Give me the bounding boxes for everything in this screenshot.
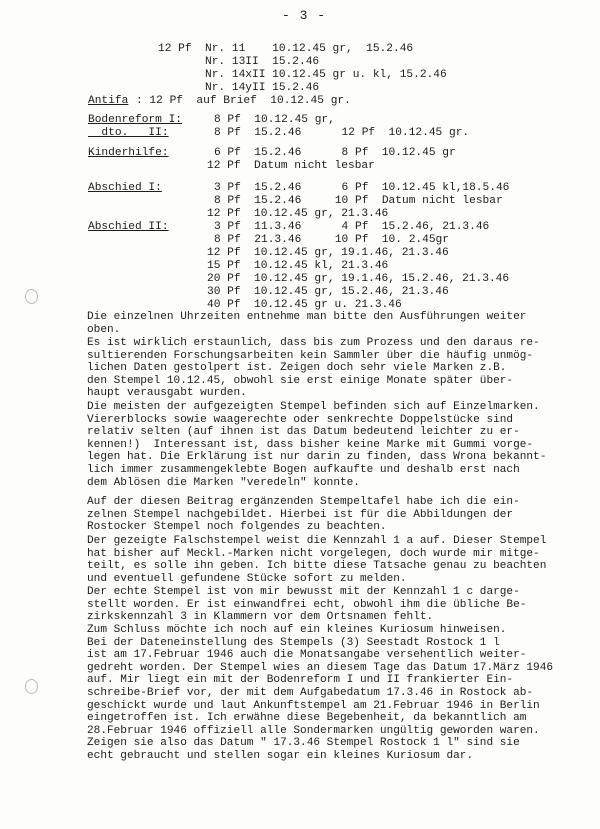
punch-hole <box>25 679 38 694</box>
table-row-text: 12 Pf Datum nicht lesbar <box>207 160 375 172</box>
table-row-text: 12 Pf Nr. 11 10.12.45 gr, 15.2.46 <box>158 43 414 55</box>
table-row-text: : 12 Pf auf Brief 10.12.45 gr. <box>136 95 351 107</box>
paragraph: Die meisten der aufgezeigten Stempel befinden sich auf Einzelmarken. Viererblocks sowie waagerechte oder senkrechte Doppelstücke sind relativ selten (auf ihnen ist das Datum bedeutend leichter zu er- kennen!) Interessant ist, dass bisher keine Marke mit Gummi vorge- legen hat. Die Erklärung ist nur darin zu finden, dass Wrona bekannt- lich immer zusammengeklebte Bogen aufkaufte und deshalb erst nach dem Ablösen die Marken "veredeln" konnte. <box>87 401 547 489</box>
table-row-text: 8 Pf 15.2.46 12 Pf 10.12.45 gr. <box>214 127 470 139</box>
table-row-label: Abschied II: <box>88 221 169 233</box>
table-row-text: 3 Pf 11.3.46 4 Pf 15.2.46, 21.3.46 <box>214 221 490 233</box>
table-row-text: 8 Pf 10.12.45 gr, <box>214 114 335 126</box>
page-number: - 3 - <box>282 8 327 23</box>
paragraph: Der gezeigte Falschstempel weist die Kennzahl 1 a auf. Dieser Stempel hat bisher auf Meckl.-Marken nicht vorgelegen, doch wurde mir mitge- teilt, es solle ihn geben. Ich bitte diese Tatsache genau zu beachten und eventuell gefundene Stücke sofort zu melden. <box>87 535 547 585</box>
table-row-text: 20 Pf 10.12.45 gr, 19.1.46, 15.2.46, 21.3.46 <box>207 273 510 285</box>
table-row-text: Nr. 13II 15.2.46 <box>158 56 320 68</box>
paragraph: Zum Schluss möchte ich noch auf ein kleines Kuriosum hinweisen. Bei der Dateneinstellung des Stempels (3) Seestadt Rostock 1 l ist am 17.Februar 1946 auch die Monatsangabe versehentlich weiter- gedreht worden. Der Stempel wies an diesem Tage das Datum 17.März 1946 auf. Mir liegt ein mit der Bodenreform I und II frankierter Ein- schreibe-Brief vor, der mit dem Aufgabedatum 17.3.46 in Rostock ab- geschickt wurde und laut Ankunftstempel am 21.Februar 1946 in Berlin eingetroffen ist. Ich erwähne diese Begebenheit, da bekanntlich am 28.Februar 1946 offiziell alle Sondermarken ungültig geworden waren. Zeigen sie also das Datum " 17.3.46 Stempel Rostock 1 l" sind sie echt gebraucht und stellen sogar ein kleines Kuriosum dar. <box>87 624 554 762</box>
table-row-text: Nr. 14yII 15.2.46 <box>158 82 320 94</box>
table-row-label: Bodenreform I: <box>88 114 182 126</box>
paragraph: Der echte Stempel ist von mir bewusst mit der Kennzahl 1 c darge- stellt worden. Er ist einwandfrei echt, obwohl ihm die übliche Be- zirkskennzahl 3 in Klammern vor dem Ortsnamen fehlt. <box>87 586 527 624</box>
table-row-text: 12 Pf 10.12.45 gr, 19.1.46, 21.3.46 <box>207 247 449 259</box>
paragraph: Auf der diesen Beitrag ergänzenden Stempeltafel habe ich die ein- zelnen Stempel nachgebildet. Hierbei ist für die Abbildungen der Rostocker Stempel noch folgendes zu beachten. <box>87 496 520 534</box>
punch-hole <box>25 289 38 304</box>
table-row-text: 12 Pf 10.12.45 gr, 21.3.46 <box>207 208 389 220</box>
paragraph: Die einzelnen Uhrzeiten entnehme man bitte den Ausführungen weiter oben. <box>87 311 527 336</box>
table-row-text: 8 Pf 15.2.46 10 Pf Datum nicht lesbar <box>214 195 503 207</box>
table-row-label: Kinderhilfe: <box>88 147 169 159</box>
table-row-text: 40 Pf 10.12.45 gr u. 21.3.46 <box>207 299 402 311</box>
table-row-text: 15 Pf 10.12.45 kl, 21.3.46 <box>207 260 389 272</box>
table-row-text: 3 Pf 15.2.46 6 Pf 10.12.45 kl,18.5.46 <box>214 182 510 194</box>
table-row-text: 30 Pf 10.12.45 gr, 15.2.46, 21.3.46 <box>207 286 449 298</box>
table-row-label: Abschied I: <box>88 182 162 194</box>
table-row-label: dto. II: <box>88 127 169 139</box>
table-row-text: 6 Pf 15.2.46 8 Pf 10.12.45 gr <box>214 147 456 159</box>
paragraph: Es ist wirklich erstaunlich, dass bis zum Prozess und den daraus re- sultierenden Forschungsarbeiten kein Sammler über die häufig unmög- lichen Daten gestolpert ist. Zeigen doch sehr viele Marken z.B. den Stempel 10.12.45, obwohl sie erst einige Monate später über- haupt verausgabt wurden. <box>87 337 540 400</box>
table-row-text: 8 Pf 21.3.46 10 Pf 10. 2.45gr <box>214 234 449 246</box>
table-row-text: Nr. 14xII 10.12.45 gr u. kl, 15.2.46 <box>158 69 447 81</box>
table-row-label: Antifa <box>88 95 129 107</box>
